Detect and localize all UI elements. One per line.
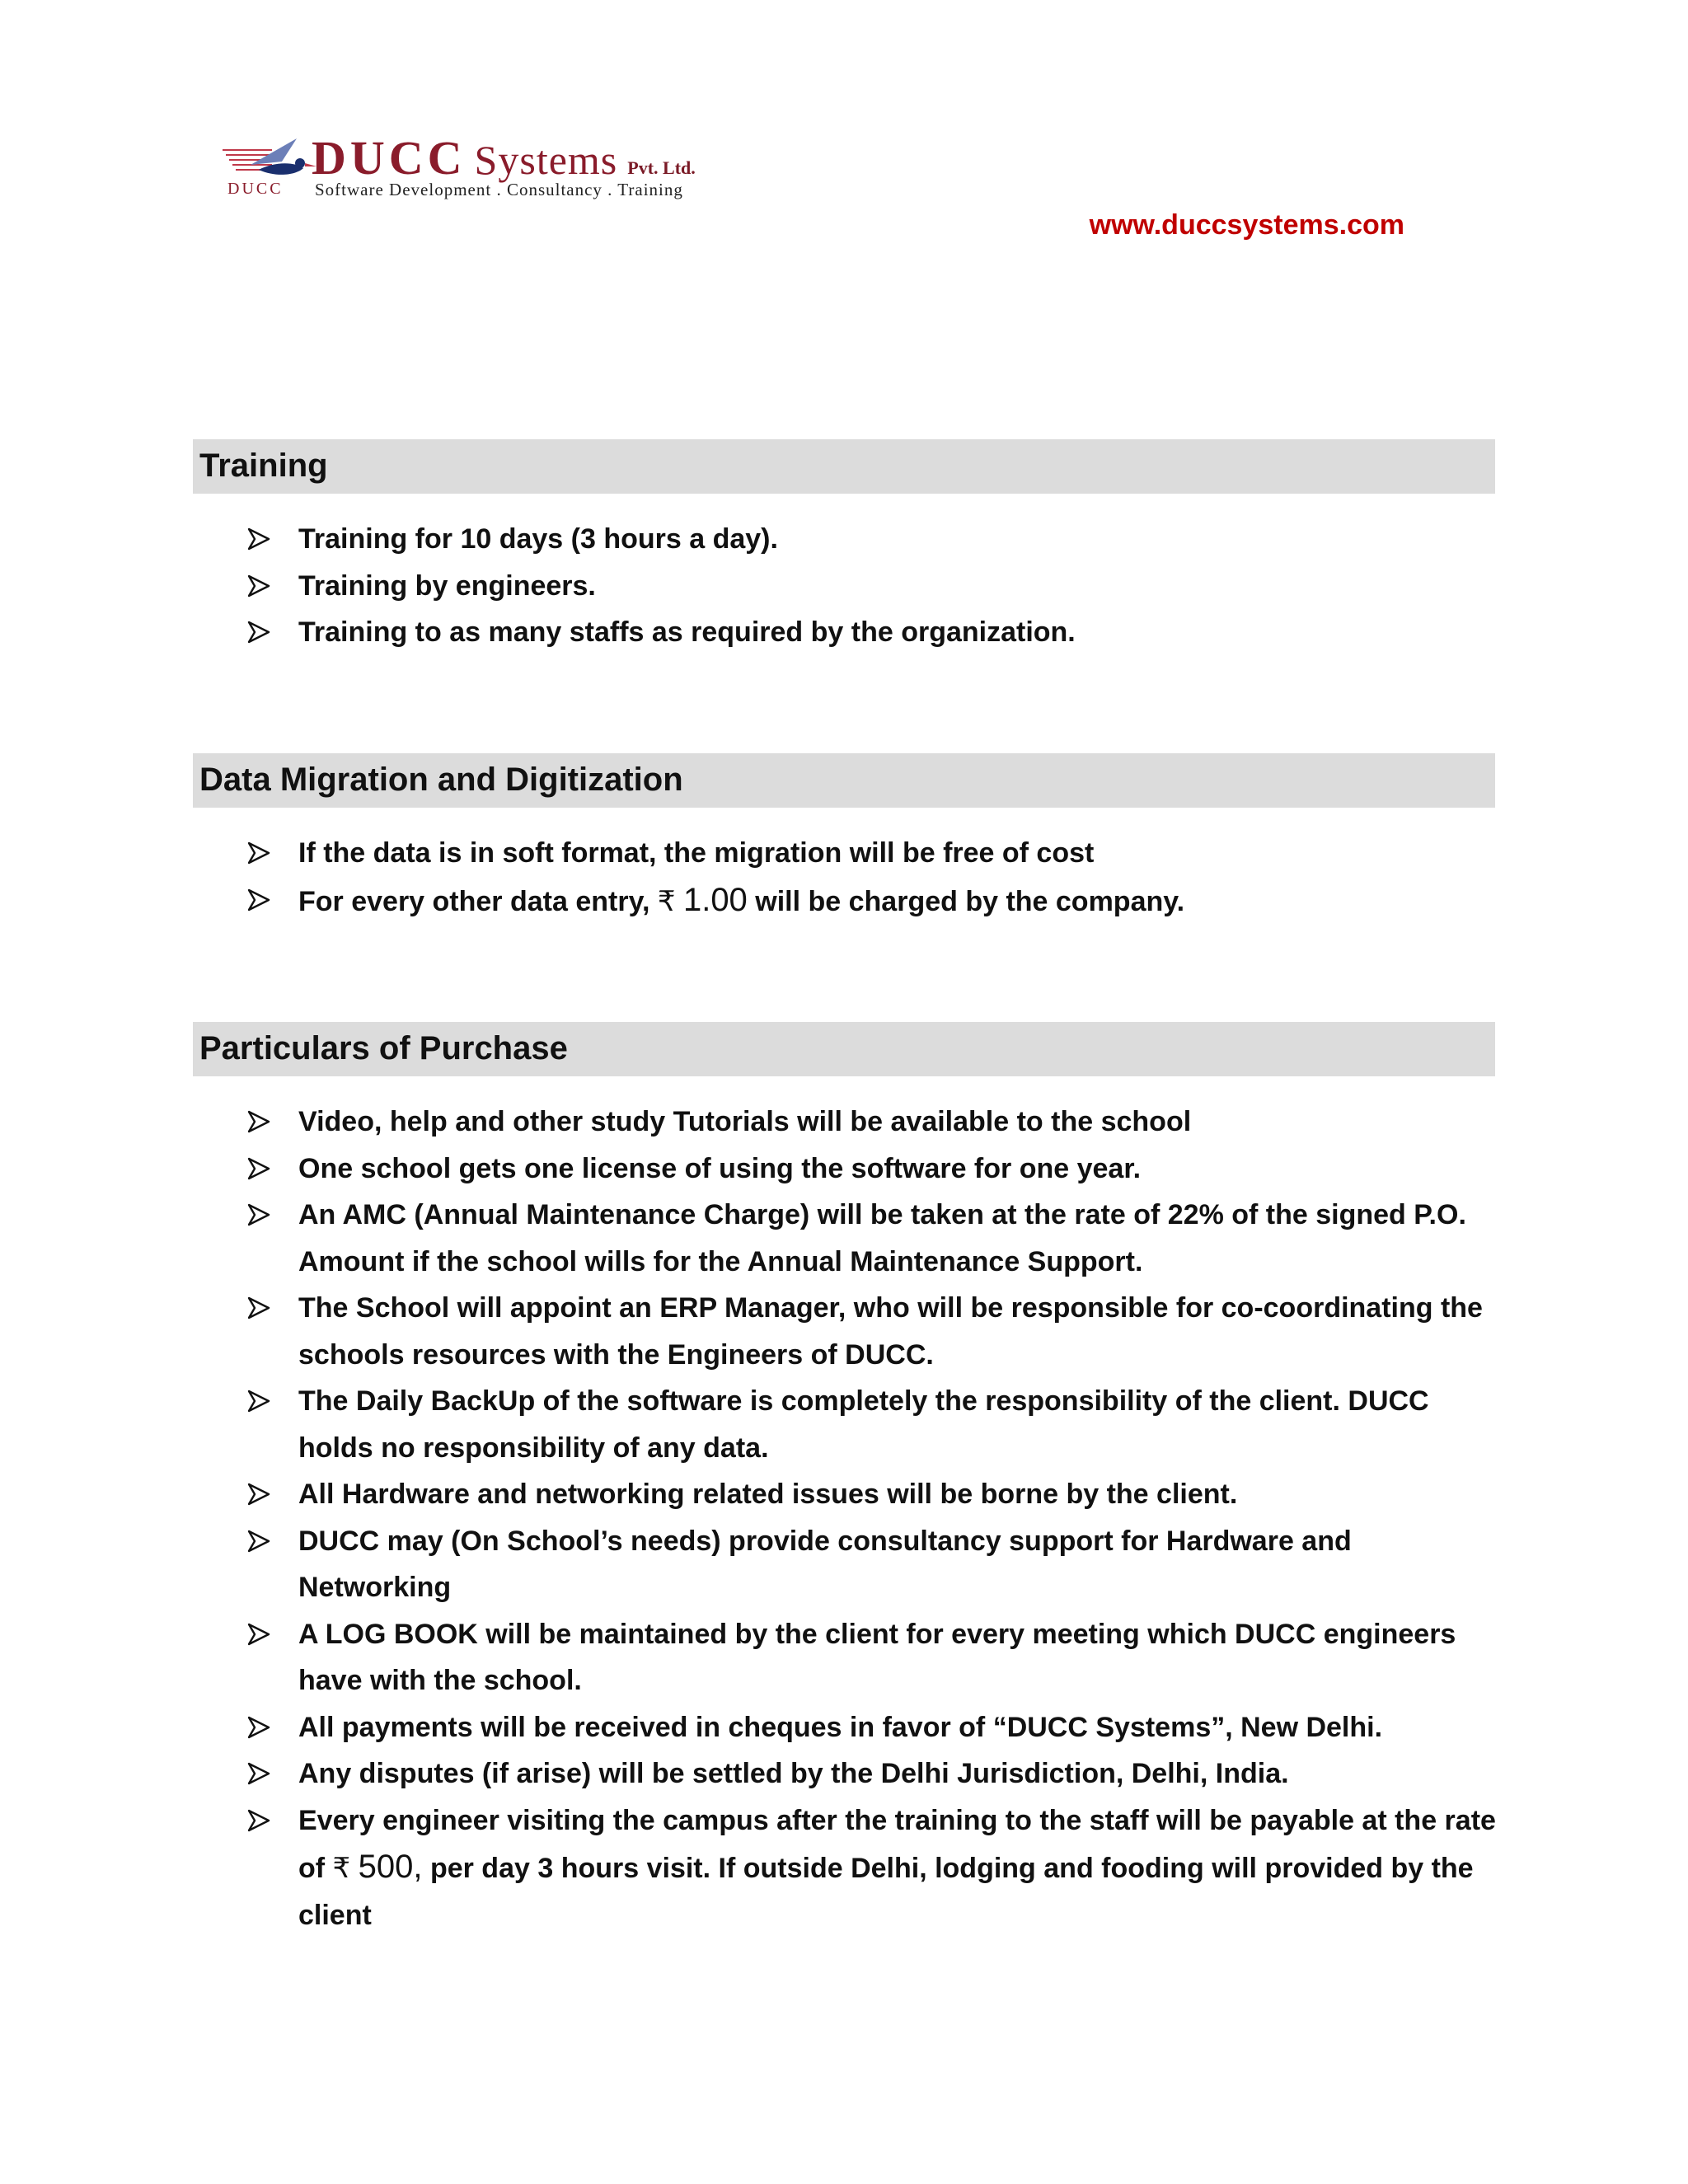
list-item-text: An AMC (Annual Maintenance Charge) will be taken at the rate of 22% of the signed P.O. Amount if the school wills for the Annual Maintenance Support. [298,1199,1466,1277]
list-item-text: One school gets one license of using the software for one year. [298,1152,1142,1184]
list-item-rate [247,877,1500,926]
arrow-bullet-icon [247,1809,270,1832]
rate-amount: 500, [358,1849,423,1885]
section-header-data-migration: Data Migration and Digitization [193,753,1495,808]
list-item [247,609,1500,656]
rate-prefix: Every engineer visiting the campus after the training to the staff will be payable at the rate of [298,1804,1496,1884]
rupee-symbol: ₹ [332,1853,351,1884]
list-item-text: Training by engineers. [298,569,596,602]
rate-suffix: will be charged by the company. [755,885,1185,917]
website-link[interactable]: www.duccsystems.com [1089,209,1404,241]
arrow-bullet-icon [247,1296,270,1319]
training-list [247,516,1500,656]
arrow-bullet-icon [247,1762,270,1785]
list-item-text: The School will appoint an ERP Manager, who will be responsible for co-coordinating the schools resources with the Engineers of DUCC. [298,1292,1483,1371]
list-item-text: If the data is in soft format, the migration will be free of cost [298,837,1095,869]
rupee-symbol: ₹ [657,885,676,917]
list-item-text: Training for 10 days (3 hours a day). [298,523,778,555]
arrow-bullet-icon [247,1390,270,1413]
list-item-text: All Hardware and networking related issues will be borne by the client. [298,1479,1238,1510]
list-item [247,1704,1500,1751]
list-item [247,1611,1500,1704]
list-item-text: Training to as many staffs as required by the organization. [298,616,1076,648]
list-item-rate [247,1797,1500,1939]
data-migration-list [247,830,1500,925]
list-item [247,1146,1500,1193]
list-item-text: Any disputes (if arise) will be settled by the Delhi Jurisdiction, Delhi, India. [298,1758,1289,1789]
rate-suffix: per day 3 hours visit. If outside Delhi, lodging and fooding will provided by the client [298,1853,1474,1931]
arrow-bullet-icon [247,1530,270,1553]
rate-amount: 1.00 [682,881,748,918]
arrow-bullet-icon [247,621,270,644]
list-item-text: A LOG BOOK will be maintained by the client for every meeting which DUCC engineers have with the school. [298,1618,1456,1696]
brand-suffix: Pvt. Ltd. [627,157,696,178]
list-item [247,1099,1500,1146]
list-item [247,1471,1500,1518]
arrow-bullet-icon [247,527,270,551]
list-item [247,563,1500,610]
brand-word: Systems [474,137,618,183]
section-header-particulars: Particulars of Purchase [193,1022,1495,1076]
company-logo [203,97,796,237]
arrow-bullet-icon [247,841,270,865]
list-item-text: Video, help and other study Tutorials will be available to the school [298,1106,1192,1137]
particulars-list [247,1099,1500,1938]
list-item [247,1518,1500,1611]
brand-main: DUCC [312,131,467,185]
brand-name [312,130,696,185]
arrow-bullet-icon [247,1716,270,1739]
list-item [247,1378,1500,1471]
rate-prefix: For every other data entry, [298,885,650,917]
section-header-training: Training [193,439,1495,494]
list-item [247,516,1500,563]
list-item-text: The Daily BackUp of the software is completely the responsibility of the client. DUCC holds no responsibility of any data. [298,1385,1429,1464]
arrow-bullet-icon [247,1483,270,1506]
brand-tagline: Software Development . Consultancy . Training [315,180,683,199]
list-item-text: DUCC may (On School’s needs) provide consultancy support for Hardware and Networking [298,1525,1352,1603]
arrow-bullet-icon [247,1157,270,1180]
list-item [247,1192,1500,1285]
list-item [247,1285,1500,1378]
list-item [247,1750,1500,1797]
arrow-bullet-icon [247,888,270,912]
list-item-text: All payments will be received in cheques in favor of “DUCC Systems”, New Delhi. [298,1711,1383,1743]
arrow-bullet-icon [247,574,270,598]
list-item [247,830,1500,877]
arrow-bullet-icon [247,1110,270,1133]
arrow-bullet-icon [247,1623,270,1646]
brand-code: DUCC [227,180,284,198]
arrow-bullet-icon [247,1203,270,1226]
